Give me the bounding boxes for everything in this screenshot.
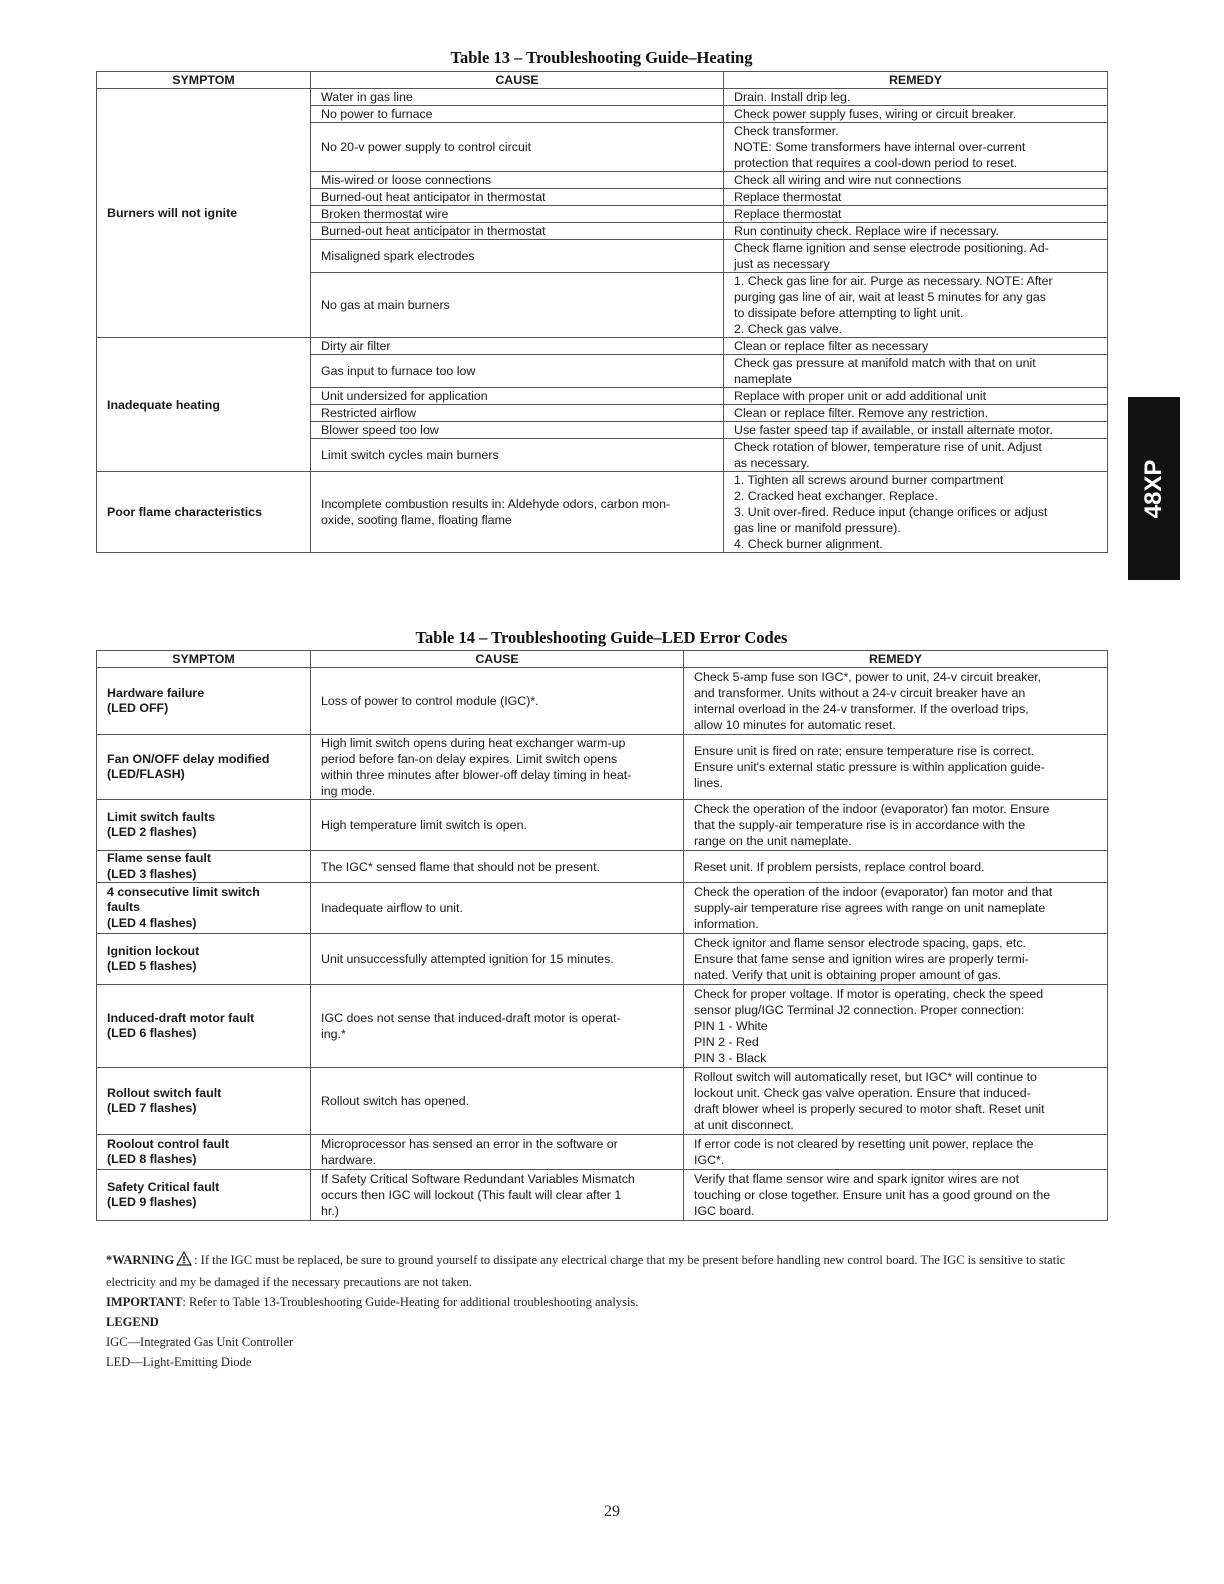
remedy-cell: Check 5-amp fuse son IGC*, power to unit, 24-v circuit breaker, and transformer. Units without a 24-v circuit breaker have an internal overload in the 24-v transformer. If the overload trips, allow 10 minutes for automatic reset. [684,668,1108,735]
cause-cell: High limit switch opens during heat exchanger warm-up period before fan-on delay expires. Limit switch opens within three minutes after blower-off delay timing in heat- ing mode. [311,735,684,800]
cause-header: CAUSE [311,72,724,89]
symptom-cell: Fan ON/OFF delay modified (LED/FLASH) [97,735,311,800]
symptom-cell: Ignition lockout (LED 5 flashes) [97,934,311,985]
symptom-cell: Flame sense fault (LED 3 flashes) [97,851,311,883]
table-row [97,472,1108,553]
cause-cell: Rollout switch has opened. [311,1068,684,1135]
remedy-cell: Check flame ignition and sense electrode positioning. Ad- just as necessary [724,240,1108,273]
remedy-cell: 1. Tighten all screws around burner compartment 2. Cracked heat exchanger. Replace. 3. Unit over-fired. Reduce input (change orifices or adjust gas line or manifold pressure). 4. Check burner alignment. [724,472,1108,553]
legend-item: LED—Light-Emitting Diode [106,1355,252,1369]
cause-cell: IGC does not sense that induced-draft motor is operat- ing.* [311,985,684,1068]
cause-cell: Loss of power to control module (IGC)*. [311,668,684,735]
table-row [97,1170,1108,1221]
legend-title: LEGEND [106,1315,159,1329]
table-13-title: Table 13 – Troubleshooting Guide–Heating [450,48,753,67]
important-text: : Refer to Table 13-Troubleshooting Guide-Heating for additional troubleshooting analysis. [182,1295,639,1309]
cause-cell: High temperature limit switch is open. [311,800,684,851]
table-row [97,1135,1108,1170]
cause-cell: Microprocessor has sensed an error in the software or hardware. [311,1135,684,1170]
cause-cell: Gas input to furnace too low [311,355,724,388]
symptom-cell: Limit switch faults (LED 2 flashes) [97,800,311,851]
legend-item: IGC—Integrated Gas Unit Controller [106,1335,294,1349]
cause-cell: Unit undersized for application [311,388,724,405]
remedy-header: REMEDY [724,72,1108,89]
remedy-cell: Reset unit. If problem persists, replace control board. [684,851,1108,883]
remedy-cell: If error code is not cleared by resetting unit power, replace the IGC*. [684,1135,1108,1170]
cause-header: CAUSE [311,651,684,668]
table-row [97,735,1108,800]
table-row [97,668,1108,735]
remedy-cell: Replace thermostat [724,189,1108,206]
remedy-cell: Verify that flame sensor wire and spark ignitor wires are not touching or close together. Ensure unit has a good ground on the IGC board. [684,1170,1108,1221]
cause-cell: Mis-wired or loose connections [311,172,724,189]
symptom-cell: 4 consecutive limit switch faults (LED 4 flashes) [97,883,311,934]
cause-cell: No 20-v power supply to control circuit [311,123,724,172]
cause-cell: Unit unsuccessfully attempted ignition for 15 minutes. [311,934,684,985]
notes-section [106,1250,1106,1372]
table-14-led-codes [96,650,1108,1221]
cause-cell: The IGC* sensed flame that should not be present. [311,851,684,883]
remedy-cell: Replace thermostat [724,206,1108,223]
remedy-cell: Clean or replace filter as necessary [724,338,1108,355]
cause-cell: Misaligned spark electrodes [311,240,724,273]
cause-cell: Inadequate airflow to unit. [311,883,684,934]
table-row [97,338,1108,355]
warning-triangle-icon [176,1251,192,1272]
cause-cell: Burned-out heat anticipator in thermostat [311,223,724,240]
cause-cell: Water in gas line [311,89,724,106]
table-row [97,1068,1108,1135]
remedy-cell: Check the operation of the indoor (evaporator) fan motor. Ensure that the supply-air temperature rise is in accordance with the range on the unit nameplate. [684,800,1108,851]
symptom-cell: Roolout control fault (LED 8 flashes) [97,1135,311,1170]
remedy-cell: Replace with proper unit or add additional unit [724,388,1108,405]
page-number: 29 [604,1503,620,1520]
symptom-cell: Hardware failure (LED OFF) [97,668,311,735]
remedy-cell: Rollout switch will automatically reset, but IGC* will continue to lockout unit. Check gas valve operation. Ensure that induced- draft blower wheel is properly secured to motor shaft. Reset unit at unit disconnect. [684,1068,1108,1135]
table-row [97,800,1108,851]
remedy-cell: Check transformer. NOTE: Some transformers have internal over-current protection that requires a cool-down period to reset. [724,123,1108,172]
symptom-header: SYMPTOM [97,72,311,89]
remedy-cell: Ensure unit is fired on rate; ensure temperature rise is correct. Ensure unit's external static pressure is within application guide- lines. [684,735,1108,800]
warning-note [106,1250,1106,1292]
remedy-header: REMEDY [684,651,1108,668]
symptom-cell: Poor flame characteristics [97,472,311,553]
cause-cell: Broken thermostat wire [311,206,724,223]
cause-cell: No gas at main burners [311,273,724,338]
warning-text: : If the IGC must be replaced, be sure to ground yourself to dissipate any electrical charge that my be present before handling new control board. The IGC is sensitive to static electricity and my be damaged if the necessary precautions are not taken. [106,1253,1066,1289]
section-side-tab [1128,397,1180,580]
table-14-title: Table 14 – Troubleshooting Guide–LED Error Codes [415,628,788,647]
cause-cell: Limit switch cycles main burners [311,439,724,472]
remedy-cell: Check ignitor and flame sensor electrode spacing, gaps, etc. Ensure that fame sense and ignition wires are properly termi- nated. Verify that unit is obtaining proper amount of gas. [684,934,1108,985]
remedy-cell: Check gas pressure at manifold match with that on unit nameplate [724,355,1108,388]
remedy-cell: Check all wiring and wire nut connections [724,172,1108,189]
symptom-cell: Safety Critical fault (LED 9 flashes) [97,1170,311,1221]
important-label: IMPORTANT [106,1295,183,1309]
cause-cell: No power to furnace [311,106,724,123]
cause-cell: Restricted airflow [311,405,724,422]
symptom-cell: Inadequate heating [97,338,311,472]
remedy-cell: Clean or replace filter. Remove any restriction. [724,405,1108,422]
symptom-cell: Induced-draft motor fault (LED 6 flashes) [97,985,311,1068]
table-row [97,851,1108,883]
table-row [97,934,1108,985]
cause-cell: If Safety Critical Software Redundant Variables Mismatch occurs then IGC will lockout (This fault will clear after 1 hr.) [311,1170,684,1221]
side-tab-label: 48XP [1140,459,1167,518]
remedy-cell: Check for proper voltage. If motor is operating, check the speed sensor plug/IGC Terminal J2 connection. Proper connection: PIN 1 - White PIN 2 - Red PIN 3 - Black [684,985,1108,1068]
warning-label: *WARNING [106,1253,175,1267]
remedy-cell: Check the operation of the indoor (evaporator) fan motor and that supply-air temperature rise agrees with range on unit nameplate information. [684,883,1108,934]
important-note [106,1292,1106,1312]
cause-cell: Burned-out heat anticipator in thermostat [311,189,724,206]
remedy-cell: Drain. Install drip leg. [724,89,1108,106]
symptom-cell: Rollout switch fault (LED 7 flashes) [97,1068,311,1135]
table-row [97,89,1108,106]
remedy-cell: Use faster speed tap if available, or install alternate motor. [724,422,1108,439]
cause-cell: Blower speed too low [311,422,724,439]
table-13-heating [96,71,1108,553]
remedy-cell: Check power supply fuses, wiring or circuit breaker. [724,106,1108,123]
symptom-header: SYMPTOM [97,651,311,668]
remedy-cell: Run continuity check. Replace wire if necessary. [724,223,1108,240]
remedy-cell: Check rotation of blower, temperature rise of unit. Adjust as necessary. [724,439,1108,472]
symptom-cell: Burners will not ignite [97,89,311,338]
table-row [97,985,1108,1068]
cause-cell: Dirty air filter [311,338,724,355]
table-row [97,883,1108,934]
remedy-cell: 1. Check gas line for air. Purge as necessary. NOTE: After purging gas line of air, wait at least 5 minutes for any gas to dissipate before attempting to light unit. 2. Check gas valve. [724,273,1108,338]
cause-cell: Incomplete combustion results in: Aldehyde odors, carbon mon- oxide, sooting flame, floating flame [311,472,724,553]
